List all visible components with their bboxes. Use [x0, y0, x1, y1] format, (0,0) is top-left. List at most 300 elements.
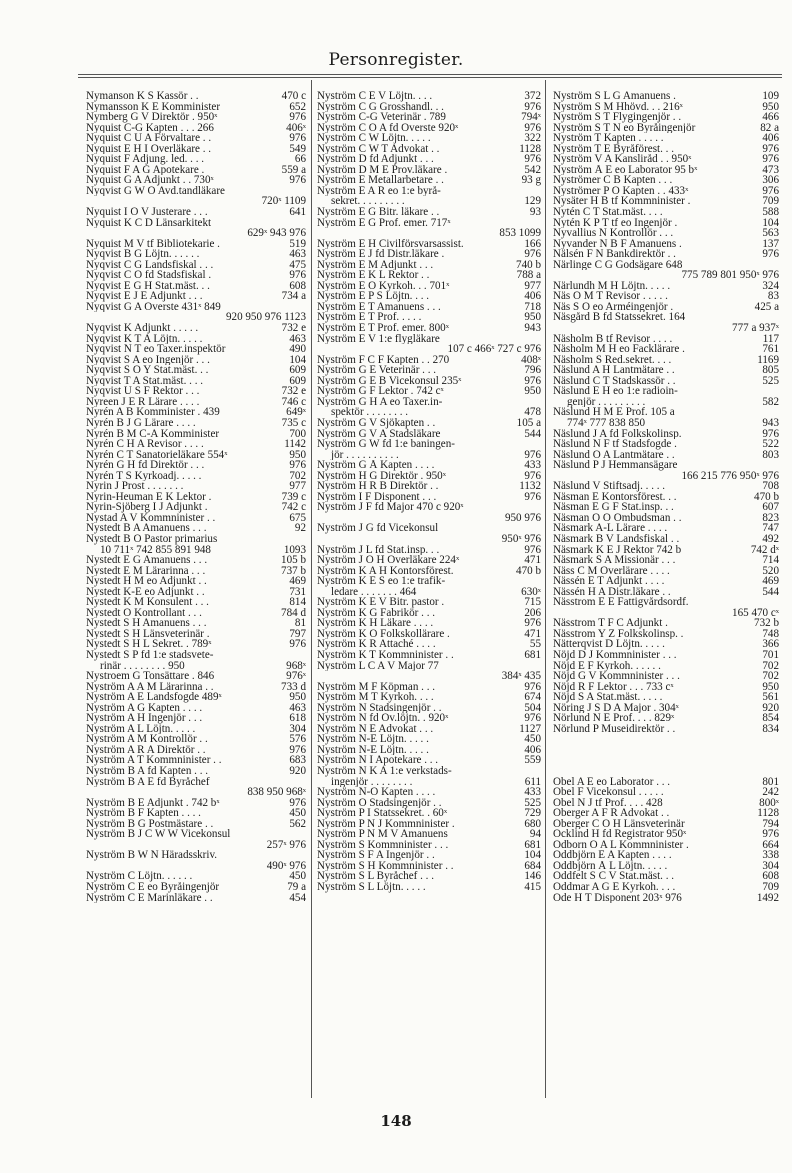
register-entry: [86, 218, 306, 229]
entry-page-refs: 563: [762, 228, 779, 239]
entry-name: Nyström K G Fabrikör . . .: [317, 607, 436, 619]
entry-page-refs: 732 b: [754, 618, 779, 629]
entry-page-refs: 166 215 776 950ˣ 976: [681, 470, 779, 482]
register-entry: [86, 397, 306, 408]
register-entry: [86, 302, 306, 313]
entry-name: Nöjd S A Stat.mäst. . . . .: [553, 692, 663, 703]
entry-name: Nyrén T S Kyrkoadj. . . . .: [86, 470, 202, 482]
entry-page-refs: 976: [762, 154, 779, 165]
register-entry: [86, 460, 306, 471]
entry-name: Nöjd G V Kommninister . . .: [553, 671, 680, 682]
entry-page-refs: 702: [289, 470, 306, 482]
entry-name: Nyström A M Kontrollör . .: [86, 734, 208, 745]
entry-name: Nyrén C H A Revisor . . . .: [86, 439, 204, 450]
register-entry: [86, 829, 306, 840]
entry-name: 774ˣ 777 838 850: [567, 417, 646, 429]
register-entry: [86, 355, 306, 366]
register-entry: [86, 270, 306, 281]
register-entry: [553, 144, 779, 155]
entry-name: Nyström N-E Löjtn. . . . .: [317, 734, 429, 745]
entry-page-refs: 490: [289, 344, 306, 355]
entry-page-refs: 522: [762, 439, 779, 450]
entry-page-refs: 720ˣ 1109: [261, 196, 306, 208]
entry-page-refs: 544: [762, 586, 779, 598]
register-entry: [553, 123, 779, 134]
entry-page-refs: 801: [762, 776, 779, 788]
entry-name: Näss C M Överlärare . . . .: [553, 565, 670, 577]
entry-page-refs: 731: [289, 586, 306, 598]
register-entry: [86, 407, 306, 418]
entry-name: Nyström E T Prof. emer. 800ˣ: [317, 323, 449, 334]
entry-page-refs: 714: [762, 555, 779, 566]
register-entry: [553, 840, 779, 851]
entry-name: Nystad A V Kommninister . .: [86, 512, 216, 524]
register-entry: [553, 608, 779, 619]
register-entry: [553, 576, 779, 587]
entry-name: Nyström E T Prof. . . . .: [317, 312, 422, 324]
entry-name: Nyström D fd Adjunkt . . .: [317, 154, 434, 165]
entry-page-refs: 976: [289, 175, 306, 186]
entry-page-refs: 854: [762, 713, 779, 724]
register-entry: [317, 861, 541, 872]
entry-page-refs: 702: [762, 660, 779, 672]
entry-name: Nyström K H Läkare . . . .: [317, 618, 434, 629]
entry-page-refs: 306: [762, 175, 779, 186]
entry-page-refs: 470 c: [281, 91, 306, 102]
register-entry: [317, 429, 541, 440]
entry-page-refs: 406ˣ: [286, 122, 306, 134]
entry-page-refs: 93 g: [521, 175, 541, 186]
entry-page-refs: 709: [762, 882, 779, 893]
entry-page-refs: 708: [762, 481, 779, 492]
entry-name: Nyström G E B Vicekonsul 235ˣ: [317, 375, 462, 387]
register-entry: [86, 882, 306, 893]
entry-page-refs: 814: [289, 597, 306, 608]
register-entry: [317, 597, 541, 608]
register-entry: [553, 239, 779, 250]
entry-page-refs: 681: [524, 839, 541, 851]
entry-page-refs: 372: [524, 91, 541, 102]
entry-page-refs: 1132: [519, 481, 541, 492]
entry-page-refs: 976: [289, 133, 306, 144]
entry-name: Nyström C W T Advokat . .: [317, 143, 440, 155]
entry-name: Nörlund N E Prof. . . . 829ˣ: [553, 713, 675, 724]
register-entry: [553, 871, 779, 882]
register-entry: [317, 450, 541, 461]
entry-name: Nälsén F N Bankdirektör . .: [553, 249, 676, 260]
entry-page-refs: 950: [289, 692, 306, 703]
entry-name: Nyström E Metallarbetare . .: [317, 175, 444, 186]
entry-name: Nyströmer C B Kapten . . .: [553, 175, 673, 186]
register-entry: [86, 745, 306, 756]
register-entry: [86, 323, 306, 334]
register-entry: [317, 534, 541, 545]
register-entry: [553, 471, 779, 482]
entry-page-refs: 701: [762, 649, 779, 661]
entry-page-refs: 463: [289, 333, 306, 345]
entry-name: Nyqvist T A Stat.mäst. . . .: [86, 375, 204, 387]
register-entry: [317, 545, 541, 556]
entry-page-refs: 206: [524, 607, 541, 619]
register-entry: [317, 302, 541, 313]
register-entry: [553, 597, 779, 608]
entry-page-refs: 641: [289, 207, 306, 218]
register-entry: [317, 112, 541, 123]
entry-page-refs: 81: [294, 618, 306, 629]
register-entry: [317, 492, 541, 503]
register-entry: [86, 840, 306, 851]
entry-name: Nyström K E V Bitr. pastor .: [317, 597, 445, 608]
entry-name: spektör . . . . . . . .: [331, 407, 409, 418]
entry-page-refs: 466: [762, 112, 779, 123]
entry-page-refs: 79 a: [287, 882, 306, 893]
entry-page-refs: 504: [524, 702, 541, 714]
entry-page-refs: 976ˣ: [286, 671, 306, 682]
register-entry: [553, 692, 779, 703]
register-entry: [317, 144, 541, 155]
entry-page-refs: 1093: [283, 544, 306, 556]
register-entry: [317, 502, 541, 513]
register-entry: [553, 545, 779, 556]
register-entry: [553, 523, 779, 534]
entry-page-refs: 304: [289, 723, 306, 735]
entry-name: Nyström E T Amanuens . . .: [317, 301, 441, 313]
entry-page-refs: 976: [524, 449, 541, 461]
register-entry: [553, 713, 779, 724]
entry-name: Nyrén A B Komminister . 439: [86, 407, 220, 418]
register-entry: [317, 481, 541, 492]
register-entry: [317, 713, 541, 724]
entry-page-refs: 950: [524, 312, 541, 324]
entry-name: jör . . . . . . . . . .: [331, 449, 399, 461]
entry-page-refs: 834: [762, 723, 779, 735]
register-entry: [317, 91, 541, 102]
entry-page-refs: 976: [524, 101, 541, 113]
entry-page-refs: 718: [524, 301, 541, 313]
register-entry: [86, 281, 306, 292]
register-entry: [317, 608, 541, 619]
register-entry: [86, 734, 306, 745]
entry-name: Nyström K T Kommninister . .: [317, 649, 454, 661]
register-entry: [553, 397, 779, 408]
entry-page-refs: 729: [524, 808, 541, 819]
register-entry: [86, 112, 306, 123]
register-entry: [86, 344, 306, 355]
register-entry: [317, 281, 541, 292]
entry-name: Nyström E G Prof. emer. 717ˣ: [317, 217, 451, 229]
register-entry: [553, 386, 779, 397]
entry-name: Nyström Å E eo Laborator 95 bˣ: [553, 164, 698, 176]
entry-page-refs: 406: [762, 133, 779, 144]
entry-name: Nyrin J Prost . . . . . . .: [86, 481, 184, 492]
entry-page-refs: 747: [762, 523, 779, 534]
entry-page-refs: 920: [762, 702, 779, 714]
register-entry: [553, 302, 779, 313]
register-entry: [317, 365, 541, 376]
entry-name: Nyqvist U S F Rektor . . .: [86, 386, 200, 397]
register-entry: [553, 777, 779, 788]
register-entry: [317, 218, 541, 229]
entry-name: Nystedt O Kontrollant . . .: [86, 607, 202, 619]
register-entry: [553, 555, 779, 566]
register-entry: [86, 671, 306, 682]
register-entry: [553, 639, 779, 650]
entry-page-refs: 450: [289, 808, 306, 819]
register-entry: [317, 186, 541, 197]
entry-page-refs: 734 a: [281, 291, 306, 302]
register-entry: [86, 819, 306, 830]
entry-name: Nyquist G A Adjunkt . . 730ˣ: [86, 175, 214, 186]
entry-page-refs: 920: [289, 766, 306, 777]
register-entry: [317, 291, 541, 302]
entry-page-refs: 838 950 968ˣ: [247, 787, 306, 798]
register-entry: [86, 239, 306, 250]
column-divider-2: [545, 80, 546, 1098]
entry-name: Nyström N E Advokat . . .: [317, 723, 434, 735]
register-entry: [553, 861, 779, 872]
entry-page-refs: 794: [762, 818, 779, 830]
entry-page-refs: 950: [762, 101, 779, 113]
register-entry: [553, 228, 779, 239]
entry-page-refs: 709: [762, 196, 779, 208]
register-entry: [553, 365, 779, 376]
register-entry: [86, 555, 306, 566]
register-entry: [317, 133, 541, 144]
register-entry: [86, 196, 306, 207]
register-entry: [317, 829, 541, 840]
entry-name: Närlinge C G Godsägare 648: [553, 259, 683, 271]
entry-page-refs: 976: [524, 375, 541, 387]
entry-name: Näsholm B tf Revisor . . . .: [553, 333, 673, 345]
entry-name: Nyström G F Lektor . 742 cˣ: [317, 386, 444, 397]
entry-page-refs: 384ˣ 435: [501, 671, 541, 682]
entry-page-refs: 104: [289, 354, 306, 366]
register-entry: [553, 587, 779, 598]
register-entry: [553, 492, 779, 503]
entry-name: Nyquist E H I Överläkare . .: [86, 143, 212, 155]
entry-name: Nässtrom E E Fattigvårdsordf.: [553, 597, 689, 608]
entry-name: Nyqvist C O fd Stadsfiskal .: [86, 270, 212, 281]
entry-page-refs: 525: [762, 375, 779, 387]
entry-page-refs: 607: [762, 502, 779, 513]
entry-name: Nyström B A fd Kapten . . .: [86, 766, 209, 777]
entry-name: Nyström T E Byråförest. . .: [553, 143, 674, 155]
entry-page-refs: 433: [524, 460, 541, 471]
register-entry: [553, 787, 779, 798]
entry-page-refs: 761: [762, 344, 779, 355]
header-rule-top: [78, 74, 782, 75]
entry-page-refs: 739 c: [281, 491, 306, 503]
register-entry: [317, 724, 541, 735]
entry-name: Nyrin-Sjöberg I J Adjunkt .: [86, 502, 208, 513]
register-entry: [86, 545, 306, 556]
entry-name: Nyquist F A G Apotekare .: [86, 164, 205, 176]
register-entry: [317, 460, 541, 471]
register-entry: [317, 755, 541, 766]
entry-page-refs: 976: [289, 797, 306, 809]
entry-name: Nyström S L G Amanuens .: [553, 91, 676, 102]
entry-name: Nystedt K-E eo Adjunkt . .: [86, 586, 205, 598]
entry-page-refs: 83: [767, 291, 779, 302]
entry-name: Nyström J F fd Major 470 c 920ˣ: [317, 502, 464, 513]
register-entry: [86, 787, 306, 798]
entry-name: Nyström V A Kansliråd . . 950ˣ: [553, 154, 692, 165]
register-entry: [86, 513, 306, 524]
register-entry: [86, 418, 306, 429]
entry-name: Oddfelt S C V Stat.mäst. . .: [553, 871, 675, 883]
entry-name: Nässén H A Distr.läkare . .: [553, 586, 671, 598]
entry-page-refs: 742 c: [281, 502, 306, 513]
register-entry: [317, 671, 541, 682]
entry-page-refs: 920 950 976 1123: [225, 312, 306, 324]
entry-name: Ocklind H fd Registrator 950ˣ: [553, 829, 687, 840]
register-entry: [317, 439, 541, 450]
entry-name: Nyström N Stadsingenjör . .: [317, 702, 442, 714]
entry-name: Nyström N-O Kapten . . . .: [317, 787, 436, 798]
entry-page-refs: 977: [289, 481, 306, 492]
entry-page-refs: 684: [524, 860, 541, 872]
register-entry: [86, 534, 306, 545]
entry-page-refs: 478: [524, 407, 541, 418]
register-entry: [317, 260, 541, 271]
register-entry: [553, 270, 779, 281]
entry-name: Nyström B A E fd Byråchef: [86, 776, 210, 788]
register-entry: [317, 312, 541, 323]
entry-page-refs: 732 e: [281, 386, 306, 397]
entry-page-refs: 1142: [284, 439, 306, 450]
register-entry: [86, 808, 306, 819]
register-entry: [86, 133, 306, 144]
entry-page-refs: 165 470 cˣ: [732, 607, 779, 619]
register-entry: [86, 618, 306, 629]
register-column-3: [553, 91, 779, 903]
entry-name: Oddbjörn Å L Löjtn. . . . .: [553, 860, 668, 872]
entry-name: Nysäter H B tf Kommninister .: [553, 196, 691, 208]
register-entry: [86, 597, 306, 608]
register-entry: [86, 429, 306, 440]
entry-name: Näs S O eo Arméingenjör .: [553, 301, 674, 313]
entry-page-refs: 611: [524, 776, 541, 788]
entry-page-refs: 680: [524, 818, 541, 830]
register-entry: [553, 165, 779, 176]
entry-name: Nyquist M V tf Bibliotekarie .: [86, 238, 220, 250]
entry-name: Nystedt B A Amanuens . . .: [86, 523, 207, 534]
entry-name: Nyström J L fd Stat.insp. . .: [317, 544, 440, 556]
register-entry: [553, 429, 779, 440]
register-spacer: [553, 745, 779, 756]
register-entry: [317, 355, 541, 366]
entry-page-refs: 681: [524, 649, 541, 661]
entry-name: Nyström G V Sjökapten . .: [317, 417, 436, 429]
register-entry: [317, 566, 541, 577]
register-entry: [553, 819, 779, 830]
entry-page-refs: 519: [289, 238, 306, 250]
entry-name: Näsmark B V Landsfiskal . .: [553, 533, 680, 545]
entry-name: Nyström E P S Löjtn. . . .: [317, 291, 430, 302]
register-entry: [317, 787, 541, 798]
entry-name: Nyström C W Löjtn. . . . .: [317, 133, 431, 144]
entry-name: Nyquist I O V Justerare . . .: [86, 207, 208, 218]
register-entry: [86, 102, 306, 113]
entry-name: Näslund C T Stadskassör . .: [553, 375, 676, 387]
register-entry: [86, 175, 306, 186]
entry-page-refs: 473: [762, 164, 779, 176]
entry-page-refs: 784 d: [281, 607, 306, 619]
entry-name: Nyvander N B F Amanuens .: [553, 238, 682, 250]
entry-page-refs: 950: [289, 449, 306, 461]
entry-page-refs: 105 b: [281, 555, 306, 566]
entry-name: Nässtrom T F C Adjunkt .: [553, 618, 668, 629]
register-entry: [86, 386, 306, 397]
entry-name: Näsman E Kontorsförest. . .: [553, 491, 677, 503]
entry-page-refs: 976: [289, 460, 306, 471]
entry-name: Närlundh M H Löjtn. . . . .: [553, 280, 671, 292]
register-entry: [86, 123, 306, 134]
register-entry: [553, 460, 779, 471]
entry-page-refs: 976: [762, 249, 779, 260]
entry-name: Nyreen J E R Lärare . . . .: [86, 396, 200, 408]
entry-name: Nyqvist K Adjunkt . . . . .: [86, 323, 199, 334]
register-entry: [553, 808, 779, 819]
page-number: 148: [380, 1112, 412, 1130]
entry-page-refs: 588: [762, 207, 779, 218]
register-entry: [553, 450, 779, 461]
entry-name: Oberger A F R Advokat . .: [553, 808, 670, 819]
register-entry: [317, 766, 541, 777]
entry-page-refs: 582: [762, 396, 779, 408]
entry-page-refs: 976: [762, 829, 779, 840]
entry-name: Nyström G V A Stadsläkare: [317, 428, 441, 440]
entry-name: Nyström D M E Prov.läkare .: [317, 164, 448, 176]
register-entry: [553, 91, 779, 102]
entry-name: Nyström E V 1:e flygläkare: [317, 333, 440, 345]
entry-page-refs: 976: [524, 681, 541, 693]
entry-name: Nyström B W N Häradsskriv.: [86, 850, 218, 861]
entry-name: Nyström K E S eo 1:e trafik-: [317, 576, 446, 587]
entry-name: Nyströmer P O Kapten . . 433ˣ: [553, 185, 689, 197]
entry-page-refs: 105 a: [516, 417, 541, 429]
entry-page-refs: 950: [762, 681, 779, 693]
entry-name: Näs O M T Revisor . . . . .: [553, 291, 668, 302]
entry-name: Nyström K A H Kontorsförest.: [317, 565, 454, 577]
register-entry: [86, 850, 306, 861]
register-entry: [317, 639, 541, 650]
register-entry: [553, 629, 779, 640]
register-entry: [317, 207, 541, 218]
entry-name: Näsmark S A Missionär . . .: [553, 555, 676, 566]
entry-page-refs: 733 d: [281, 681, 306, 693]
register-spacer: [553, 755, 779, 766]
register-entry: [317, 576, 541, 587]
entry-name: Näsmark K E J Rektor 742 b: [553, 544, 682, 556]
entry-name: Nyqvist B G Löjtn. . . . . .: [86, 249, 200, 260]
entry-page-refs: 1492: [756, 892, 779, 904]
register-entry: [86, 492, 306, 503]
entry-name: Nystedt S P fd 1:e stadsvete-: [86, 649, 214, 661]
entry-name: Näslund A H Lantmätare . .: [553, 365, 675, 376]
entry-page-refs: 702: [762, 671, 779, 682]
entry-name: Nyström O Stadsingenjör . .: [317, 797, 442, 809]
entry-page-refs: 1128: [757, 808, 779, 819]
entry-page-refs: 471: [524, 555, 541, 566]
register-entry: [317, 850, 541, 861]
register-entry: [553, 829, 779, 840]
entry-page-refs: 608: [762, 871, 779, 883]
entry-page-refs: 977: [524, 280, 541, 292]
entry-page-refs: 976: [762, 428, 779, 440]
entry-page-refs: 366: [762, 639, 779, 650]
entry-name: genjör . . . . . . . . .: [567, 396, 646, 408]
